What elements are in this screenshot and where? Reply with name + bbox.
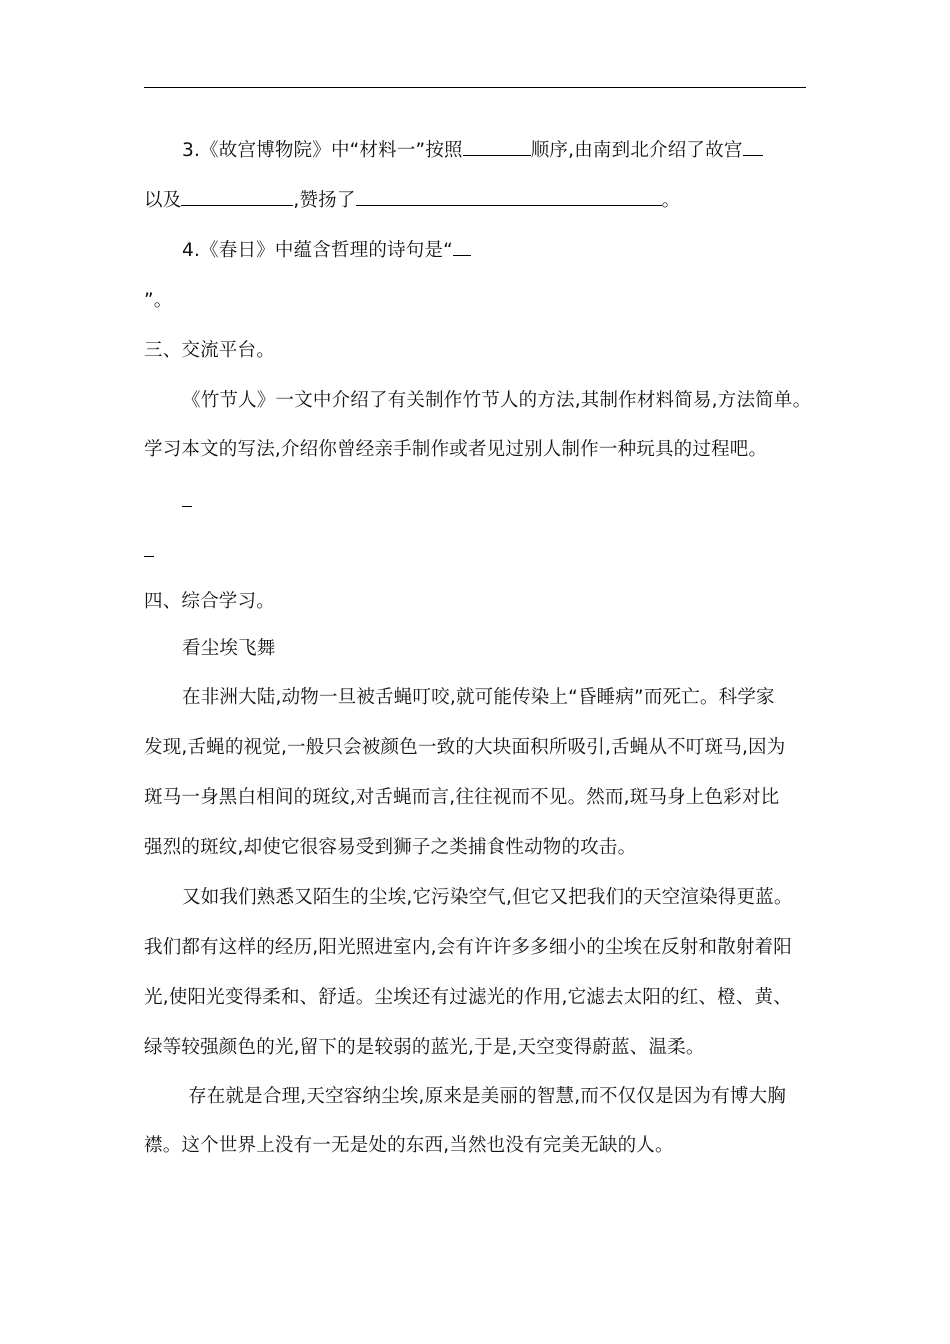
article-para-2-line-4: 绿等较强颜色的光,留下的是较弱的蓝光,于是,天空变得蔚蓝、温柔。 — [144, 1037, 705, 1058]
question-3-line-2 — [144, 188, 824, 214]
top-rule — [144, 87, 806, 88]
q4-blank-verse[interactable] — [453, 238, 471, 256]
q3-text-4: ,赞扬了 — [293, 190, 356, 211]
article-para-1-line-4: 强烈的斑纹,却使它很容易受到狮子之类捕食性动物的攻击。 — [144, 837, 637, 858]
q3-blank-praise[interactable] — [356, 188, 662, 206]
q4-text-2: ”。 — [144, 290, 173, 311]
article-title: 看尘埃飞舞 — [182, 638, 276, 659]
q3-blank-palace[interactable] — [743, 138, 763, 156]
article-para-1-line-3: 斑马一身黑白相间的斑纹,对舌蝇而言,往往视而不见。然而,斑马身上色彩对比 — [144, 787, 780, 808]
section-4-heading: 四、综合学习。 — [144, 591, 275, 612]
article-para-2-line-2: 我们都有这样的经历,阳光照进室内,会有许许多多细小的尘埃在反射和散射着阳 — [144, 937, 792, 958]
article-para-2-line-3: 光,使阳光变得柔和、舒适。尘埃还有过滤光的作用,它滤去太阳的红、橙、黄、 — [144, 987, 792, 1008]
section-3-heading: 三、交流平台。 — [144, 340, 275, 361]
q3-blank-order[interactable] — [463, 138, 531, 156]
q4-text-1: 4.《春日》中蕴含哲理的诗句是“ — [182, 240, 453, 261]
section-3-paragraph-line-2: 学习本文的写法,介绍你曾经亲手制作或者见过别人制作一种玩具的过程吧。 — [144, 439, 768, 460]
q3-text-5: 。 — [661, 190, 681, 211]
question-4-line-1 — [182, 238, 862, 264]
q3-text-1: 3.《故宫博物院》中“材料一”按照 — [182, 140, 463, 161]
section-3-paragraph-line-1: 《竹节人》一文中介绍了有关制作竹节人的方法,其制作材料简易,方法简单。 — [182, 390, 812, 411]
article-para-1-line-2: 发现,舌蝇的视觉,一般只会被颜色一致的大块面积所吸引,舌蝇从不叮斑马,因为 — [144, 737, 786, 758]
article-para-1-line-1: 在非洲大陆,动物一旦被舌蝇叮咬,就可能传染上“昏睡病”而死亡。科学家 — [182, 687, 775, 708]
answer-blank-1[interactable] — [182, 489, 192, 507]
article-para-2-line-1: 又如我们熟悉又陌生的尘埃,它污染空气,但它又把我们的天空渲染得更蓝。 — [182, 887, 793, 908]
q3-blank-also[interactable] — [181, 188, 293, 206]
article-para-3-line-2: 襟。这个世界上没有一无是处的东西,当然也没有完美无缺的人。 — [144, 1135, 674, 1156]
q3-text-3: 以及 — [144, 190, 182, 211]
question-3-line-1 — [182, 138, 862, 164]
article-para-3-line-1: 存在就是合理,天空容纳尘埃,原来是美丽的智慧,而不仅仅是因为有博大胸 — [182, 1086, 787, 1107]
answer-line-2[interactable] — [144, 539, 824, 565]
q3-text-2: 顺序,由南到北介绍了故宫 — [530, 140, 743, 161]
answer-line-1[interactable] — [182, 489, 862, 515]
answer-blank-2[interactable] — [144, 539, 154, 557]
question-4-line-2 — [144, 288, 824, 314]
